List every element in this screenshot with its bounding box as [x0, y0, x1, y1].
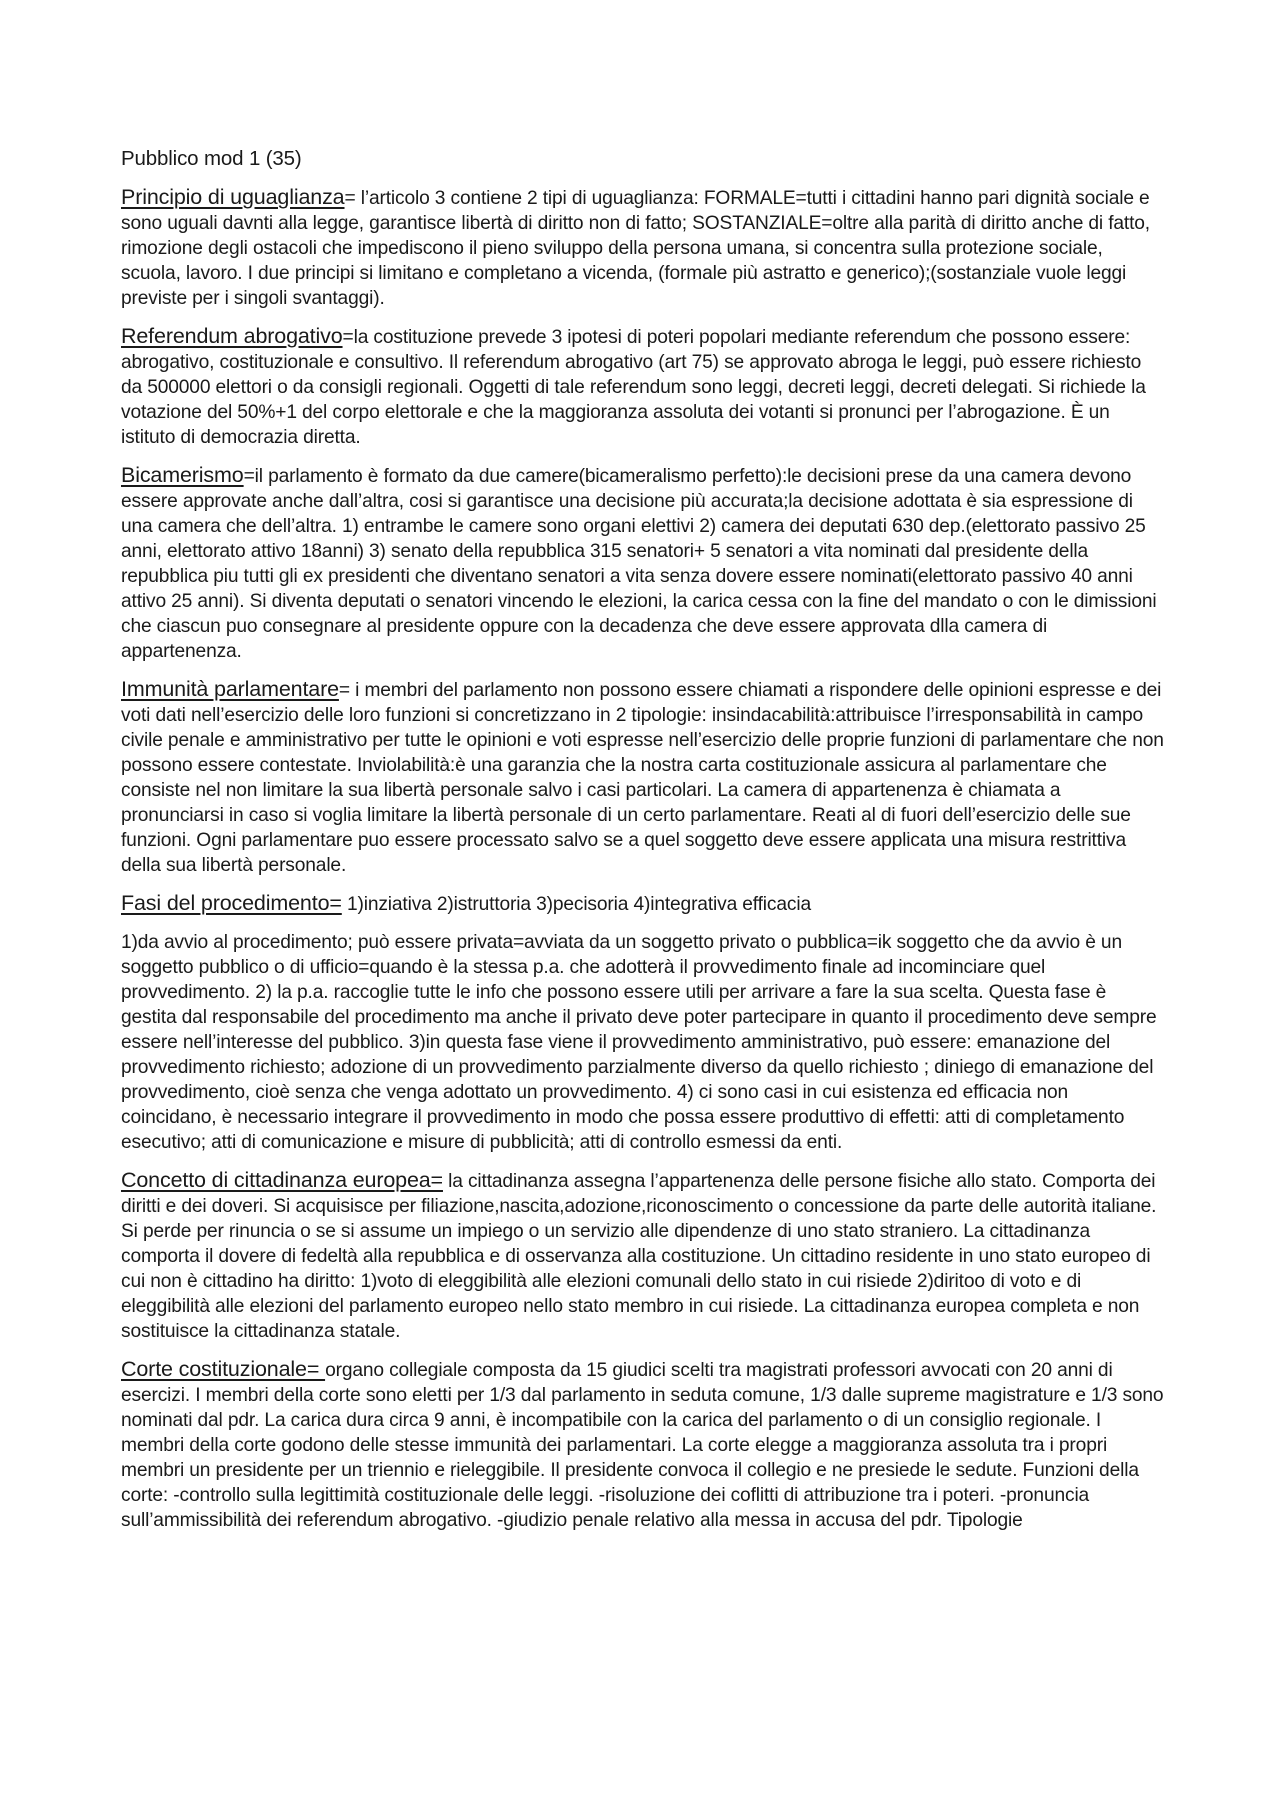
section-heading: Fasi del procedimento=	[121, 891, 342, 915]
section-fasi-procedimento-detail: 1)da avvio al procedimento; può essere privata=avviata da un soggetto privato o pubblica=ik soggetto che da avvio è un soggetto pubblico o di ufficio=quando è la stessa p.a. che adotterà il provvedimento finale ad incominciare quel provvedimento. 2) la p.a. raccoglie tutte le info che possono essere utili per arrivare a fare la sua scelta. Questa fase è gestita dal responsabile del procedimento ma anche il privato deve poter partecipare in quanto il procedimento deve sempre essere nell’interesse del pubblico. 3)in questa fase viene il provvedimento amministrativo, può essere: emanazione del provvedimento richiesto; adozione di un provvedimento parzialmente diverso da quello richiesto ; diniego di emanazione del provvedimento, cioè senza che venga adottato un provvedimento. 4) ci sono casi in cui esistenza ed efficacia non coincidano, è necessario integrare il provvedimento in modo che possa essere produttivo di effetti: atti di completamento esecutivo; atti di comunicazione e misure di pubblicità; atti di controllo esmessi da enti.	[121, 932, 1157, 1153]
section-principio-uguaglianza	[121, 185, 1166, 311]
section-text: 1)inziativa 2)istruttoria 3)pecisoria 4)integrativa efficacia	[341, 894, 811, 915]
section-fasi-procedimento	[121, 891, 1166, 917]
section-text: organo collegiale composta da 15 giudici scelti tra magistrati professori avvocati con 20 anni di esercizi. I membri della corte sono eletti per 1/3 dal parlamento in seduta comune, 1/3 dalle supreme magistrature e 1/3 sono nominati dal pdr. La carica dura circa 9 anni, è incompatibile con la carica del parlamento o di un consiglio regionale. I membri della corte godono delle stesse immunità dei parlamentari. La corte elegge a maggioranza assoluta tra i propri membri un presidente per un triennio e rieleggibile. Il presidente convoca il collegio e ne presiede le sedute. Funzioni della corte: -controllo sulla legittimità costituzionale delle leggi. -risoluzione dei coflitti di attribuzione tra i poteri. -pronuncia sull’ammissibilità dei referendum abrogativo. -giudizio penale relativo alla messa in accusa del pdr. Tipologie	[121, 1360, 1164, 1531]
section-text: = l’articolo 3 contiene 2 tipi di uguaglianza: FORMALE=tutti i cittadini hanno pari dignità sociale e sono uguali davnti alla legge, garantisce libertà di diritto non di fatto; SOSTANZIALE=oltre alla parità di diritto anche di fatto, rimozione degli ostacoli che impediscono il pieno sviluppo della persona umana, si concentra sulla protezione sociale, scuola, lavoro. I due principi si limitano e completano a vicenda, (formale più astratto e generico);(sostanziale vuole leggi previste per i singoli svantaggi).	[121, 188, 1150, 309]
section-text: =la costituzione prevede 3 ipotesi di poteri popolari mediante referendum che possono essere: abrogativo, costituzionale e consultivo. Il referendum abrogativo (art 75) se approvato abroga le leggi, può essere richiesto da 500000 elettori o da consigli regionali. Oggetti di tale referendum sono leggi, decreti leggi, decreti delegati. Si richiede la votazione del 50%+1 del corpo elettorale e che la maggioranza assoluta dei votanti si pronunci per l’abrogazione. È un istituto di democrazia diretta.	[121, 327, 1146, 448]
section-heading: Immunità parlamentare	[121, 677, 339, 701]
section-bicamerismo	[121, 463, 1166, 664]
document-title: Pubblico mod 1 (35)	[121, 147, 302, 170]
section-text: =il parlamento è formato da due camere(bicameralismo perfetto):le decisioni prese da una camera devono essere approvate anche dall’altra, cosi si garantisce una decisione più accurata;la decisione adottata è sia espressione di una camera che dell’altra. 1) entrambe le camere sono organi elettivi 2) camera dei deputati 630 dep.(elettorato passivo 25 anni, elettorato attivo 18anni) 3) senato della repubblica 315 senatori+ 5 senatori a vita nominati dal presidente della repubblica piu tutti gli ex presidenti che diventano senatori a vita senza dovere essere nominati(elettorato passivo 40 anni attivo 25 anni). Si diventa deputati o senatori vincendo le elezioni, la carica cessa con la fine del mandato o con le dimissioni che ciascun puo consegnare al presidente oppure con la decadenza che deve essere approvata dlla camera di appartenenza.	[121, 466, 1157, 662]
document-page	[121, 146, 1166, 1546]
section-corte-costituzionale	[121, 1357, 1166, 1533]
section-text: = i membri del parlamento non possono essere chiamati a rispondere delle opinioni espresse e dei voti dati nell’esercizio delle loro funzioni si concretizzano in 2 tipologie: insindacabilità:attribuisce l’irresponsabilità in campo civile penale e amministrativo per tutte le opinioni e voti espresse nell’esercizio delle proprie funzioni di parlamentare che non possono essere contestate. Inviolabilità:è una garanzia che la nostra carta costituzionale assicura al parlamentare che consiste nel non limitare la sua libertà personale salvo i casi particolari. La camera di appartenenza è chiamata a pronunciarsi in caso si voglia limitare la libertà personale di un certo parlamentare. Reati al di fuori dell’esercizio delle sue funzioni. Ogni parlamentare puo essere processato salvo se a quel soggetto deve essere applicata una misura restrittiva della sua libertà personale.	[121, 680, 1164, 876]
section-heading: Referendum abrogativo	[121, 324, 343, 348]
section-immunita-parlamentare	[121, 677, 1166, 878]
section-cittadinanza-europea	[121, 1168, 1166, 1344]
section-heading: Concetto di cittadinanza europea=	[121, 1168, 443, 1192]
section-heading: Principio di uguaglianza	[121, 185, 345, 209]
section-heading: Corte costituzionale=	[121, 1357, 326, 1381]
section-heading: Bicamerismo	[121, 463, 244, 487]
section-text: la cittadinanza assegna l’appartenenza delle persone fisiche allo stato. Comporta dei diritti e dei doveri. Si acquisisce per filiazione,nascita,adozione,riconoscimento o concessione da parte delle autorità italiane. Si perde per rinuncia o se si assume un impiego o un servizio alle dipendenze di uno stato straniero. La cittadinanza comporta il dovere di fedeltà alla repubblica e di osservanza alla costituzione. Un cittadino residente in uno stato europeo di cui non è cittadino ha diritto: 1)voto di eleggibilità alle elezioni comunali dello stato in cui risiede 2)diritoo di voto e di eleggibilità alle elezioni del parlamento europeo nello stato membro in cui risiede. La cittadinanza europea completa e non sostituisce la cittadinanza statale.	[121, 1171, 1157, 1342]
section-referendum-abrogativo	[121, 324, 1166, 450]
